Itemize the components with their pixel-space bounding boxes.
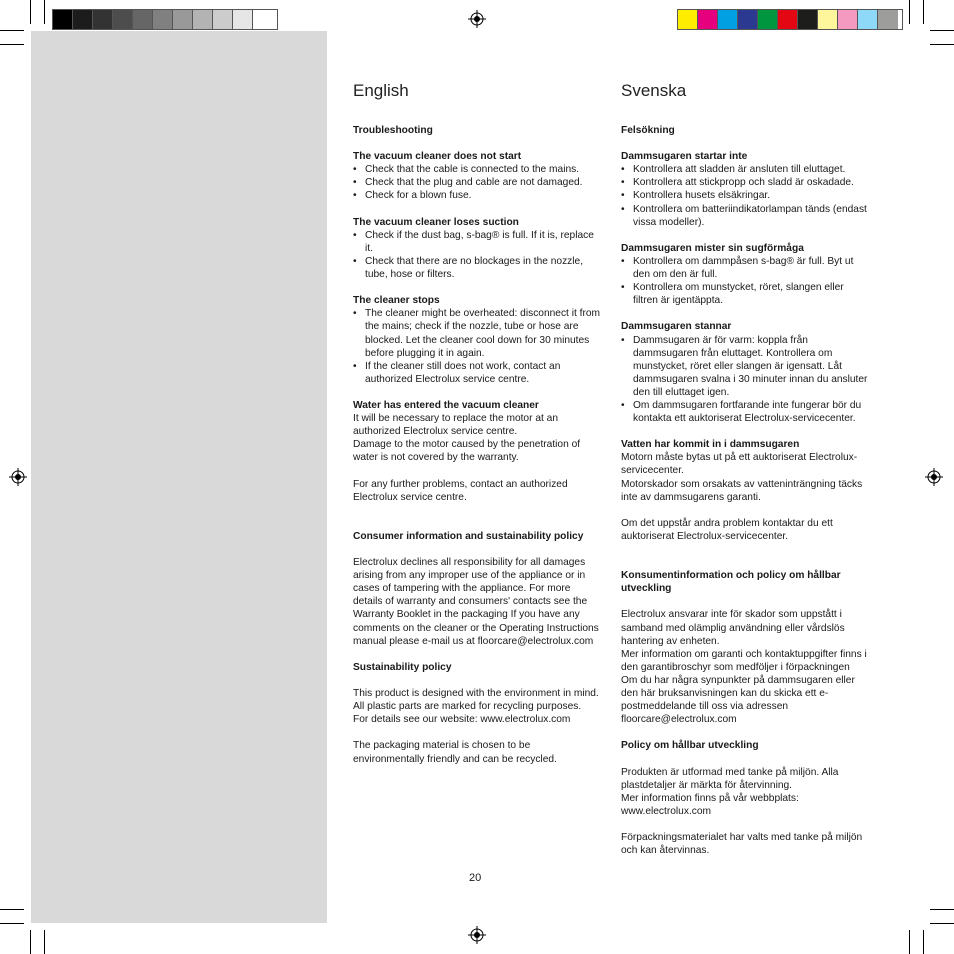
grayscale-swatch [93, 10, 113, 29]
process-color-swatch [858, 10, 878, 29]
not-start-heading: Dammsugaren startar inte [621, 151, 748, 163]
process-color-swatch [738, 10, 758, 29]
troubleshooting-heading: Troubleshooting [353, 125, 433, 136]
process-color-swatch [678, 10, 698, 29]
loses-suction-list [621, 255, 871, 307]
water-text-2: Motorskador som orsakats av vatteninträngning täcks inte av dammsugarens garanti. [621, 478, 863, 503]
water-text-1: It will be necessary to replace the motor at an authorized Electrolux service centre. [353, 413, 558, 438]
grayscale-calibration-bar [52, 9, 278, 30]
grayscale-swatch [173, 10, 193, 29]
sustainability-heading: Policy om hållbar utveckling [621, 740, 759, 752]
process-color-swatch [798, 10, 818, 29]
svenska-column [621, 80, 871, 857]
process-color-swatch [838, 10, 858, 29]
registration-mark-icon [468, 10, 486, 28]
list-item: • Kontrollera om batteriindikatorlampan tänds (endast vissa modeller). [621, 203, 871, 229]
list-item: • Check that the cable is connected to the mains. [353, 163, 601, 176]
consumer-info-heading: Consumer information and sustainability policy [353, 530, 584, 542]
list-item: • If the cleaner still does not work, contact an authorized Electrolux service centre. [353, 360, 601, 386]
list-item: • Dammsugaren är för varm: koppla från dammsugaren från eluttaget. Kontrollera om munstycket, röret eller slangen är igensatt. Låt dammsugaren svalna i 30 minuter innan du ansluter den till eluttaget igen. [621, 334, 871, 399]
not-start-heading: The vacuum cleaner does not start [353, 151, 522, 163]
page-number: 20 [469, 872, 482, 884]
sustainability-text-3: Förpackningsmaterialet har valts med tanke på miljön och kan återvinnas. [621, 832, 863, 857]
registration-mark-icon [925, 468, 943, 486]
list-item: • Check that there are no blockages in the nozzle, tube, hose or filters. [353, 255, 601, 281]
loses-suction-list [353, 229, 601, 281]
process-color-swatch [778, 10, 798, 29]
list-item: • Kontrollera att stickpropp och sladd är oskadade. [621, 176, 871, 189]
consumer-info-text-1: Electrolux ansvarar inte för skador som uppstått i samband med olämplig användning eller vårdslös hantering av enheten. [621, 609, 845, 647]
not-start-list [621, 163, 871, 228]
grayscale-swatch [193, 10, 213, 29]
stops-list [621, 334, 871, 426]
grayscale-swatch [213, 10, 233, 29]
consumer-info-heading: Konsumentinformation och policy om hållbar utveckling [621, 570, 841, 595]
english-column [353, 80, 601, 766]
list-item: • Check for a blown fuse. [353, 189, 601, 202]
grayscale-swatch [153, 10, 173, 29]
consumer-info-text-3: Om du har några synpunkter på dammsugaren eller den här bruksanvisningen kan du skicka ett e-postmeddelande till oss via adressen floorcare@electrolux.com [621, 674, 855, 726]
list-item: • Om dammsugaren fortfarande inte fungerar bör du kontakta ett auktoriserat Electrolux-servicecenter. [621, 399, 871, 425]
list-item: • Kontrollera husets elsäkringar. [621, 189, 871, 202]
consumer-info-text: Electrolux declines all responsibility for all damages arising from any improper use of the appliance or in cases of tampering with the appliance. For more details of warranty and consumers' contacts see the Warranty Booklet in the packaging If you have any comments on the cleaner or the Operating Instructions manual please e-mail us at floorcare@electrolux.com [353, 557, 599, 647]
registration-mark-icon [9, 468, 27, 486]
consumer-info-text-2: Mer information om garanti och kontaktuppgifter finns i den garantibroschyr som medföljer i förpackningen [621, 648, 867, 673]
process-color-swatch [818, 10, 838, 29]
list-item: • Kontrollera om dammpåsen s-bag® är full. Byt ut den om den är full. [621, 255, 871, 281]
english-title: English [353, 81, 409, 100]
sustainability-text-3: The packaging material is chosen to be environmentally friendly and can be recycled. [353, 740, 557, 765]
not-start-list [353, 163, 601, 202]
list-item: • The cleaner might be overheated: disconnect it from the mains; check if the nozzle, tube or hose are blocked. Let the cleaner cool down for 30 minutes before plugging it in again. [353, 307, 601, 359]
process-color-swatch [878, 10, 898, 29]
svenska-title: Svenska [621, 81, 687, 100]
grayscale-swatch [253, 10, 273, 29]
sustainability-text-1: This product is designed with the environment in mind. All plastic parts are marked for recycling purposes. [353, 688, 599, 713]
loses-suction-heading: Dammsugaren mister sin sugförmåga [621, 242, 804, 254]
further-problems-text: Om det uppstår andra problem kontaktar du ett auktoriserat Electrolux-servicecenter. [621, 517, 833, 542]
further-problems-text: For any further problems, contact an authorized Electrolux service centre. [353, 478, 568, 503]
loses-suction-heading: The vacuum cleaner loses suction [353, 216, 519, 228]
water-text-2: Damage to the motor caused by the penetration of water is not covered by the warranty. [353, 439, 581, 464]
grayscale-swatch [233, 10, 253, 29]
registration-mark-icon [468, 926, 486, 944]
grayscale-swatch [73, 10, 93, 29]
stops-list [353, 307, 601, 386]
stops-heading: The cleaner stops [353, 295, 440, 307]
process-color-swatch [718, 10, 738, 29]
troubleshooting-heading: Felsökning [621, 125, 675, 136]
sustainability-text-1: Produkten är utformad med tanke på miljön. Alla plastdetaljer är märkta för återvinning. [621, 766, 839, 791]
process-color-swatch [698, 10, 718, 29]
grayscale-swatch [53, 10, 73, 29]
list-item: • Kontrollera om munstycket, röret, slangen eller filtren är igentäppta. [621, 281, 871, 307]
grayscale-swatch [133, 10, 153, 29]
list-item: • Kontrollera att sladden är ansluten till eluttaget. [621, 163, 871, 176]
water-text-1: Motorn måste bytas ut på ett auktoriserat Electrolux-servicecenter. [621, 452, 858, 477]
sustainability-heading: Sustainability policy [353, 661, 452, 673]
sustainability-text-2: Mer information finns på vår webbplats: www.electrolux.com [621, 792, 799, 817]
water-heading: Vatten har kommit in i dammsugaren [621, 439, 800, 451]
stops-heading: Dammsugaren stannar [621, 321, 732, 333]
list-item: • Check that the plug and cable are not damaged. [353, 176, 601, 189]
blank-left-page [31, 31, 327, 923]
process-color-swatch [758, 10, 778, 29]
water-heading: Water has entered the vacuum cleaner [353, 399, 539, 411]
grayscale-swatch [113, 10, 133, 29]
sustainability-text-2: For details see our website: www.electrolux.com [353, 714, 571, 726]
color-calibration-bar [677, 9, 903, 30]
list-item: • Check if the dust bag, s-bag® is full. If it is, replace it. [353, 229, 601, 255]
